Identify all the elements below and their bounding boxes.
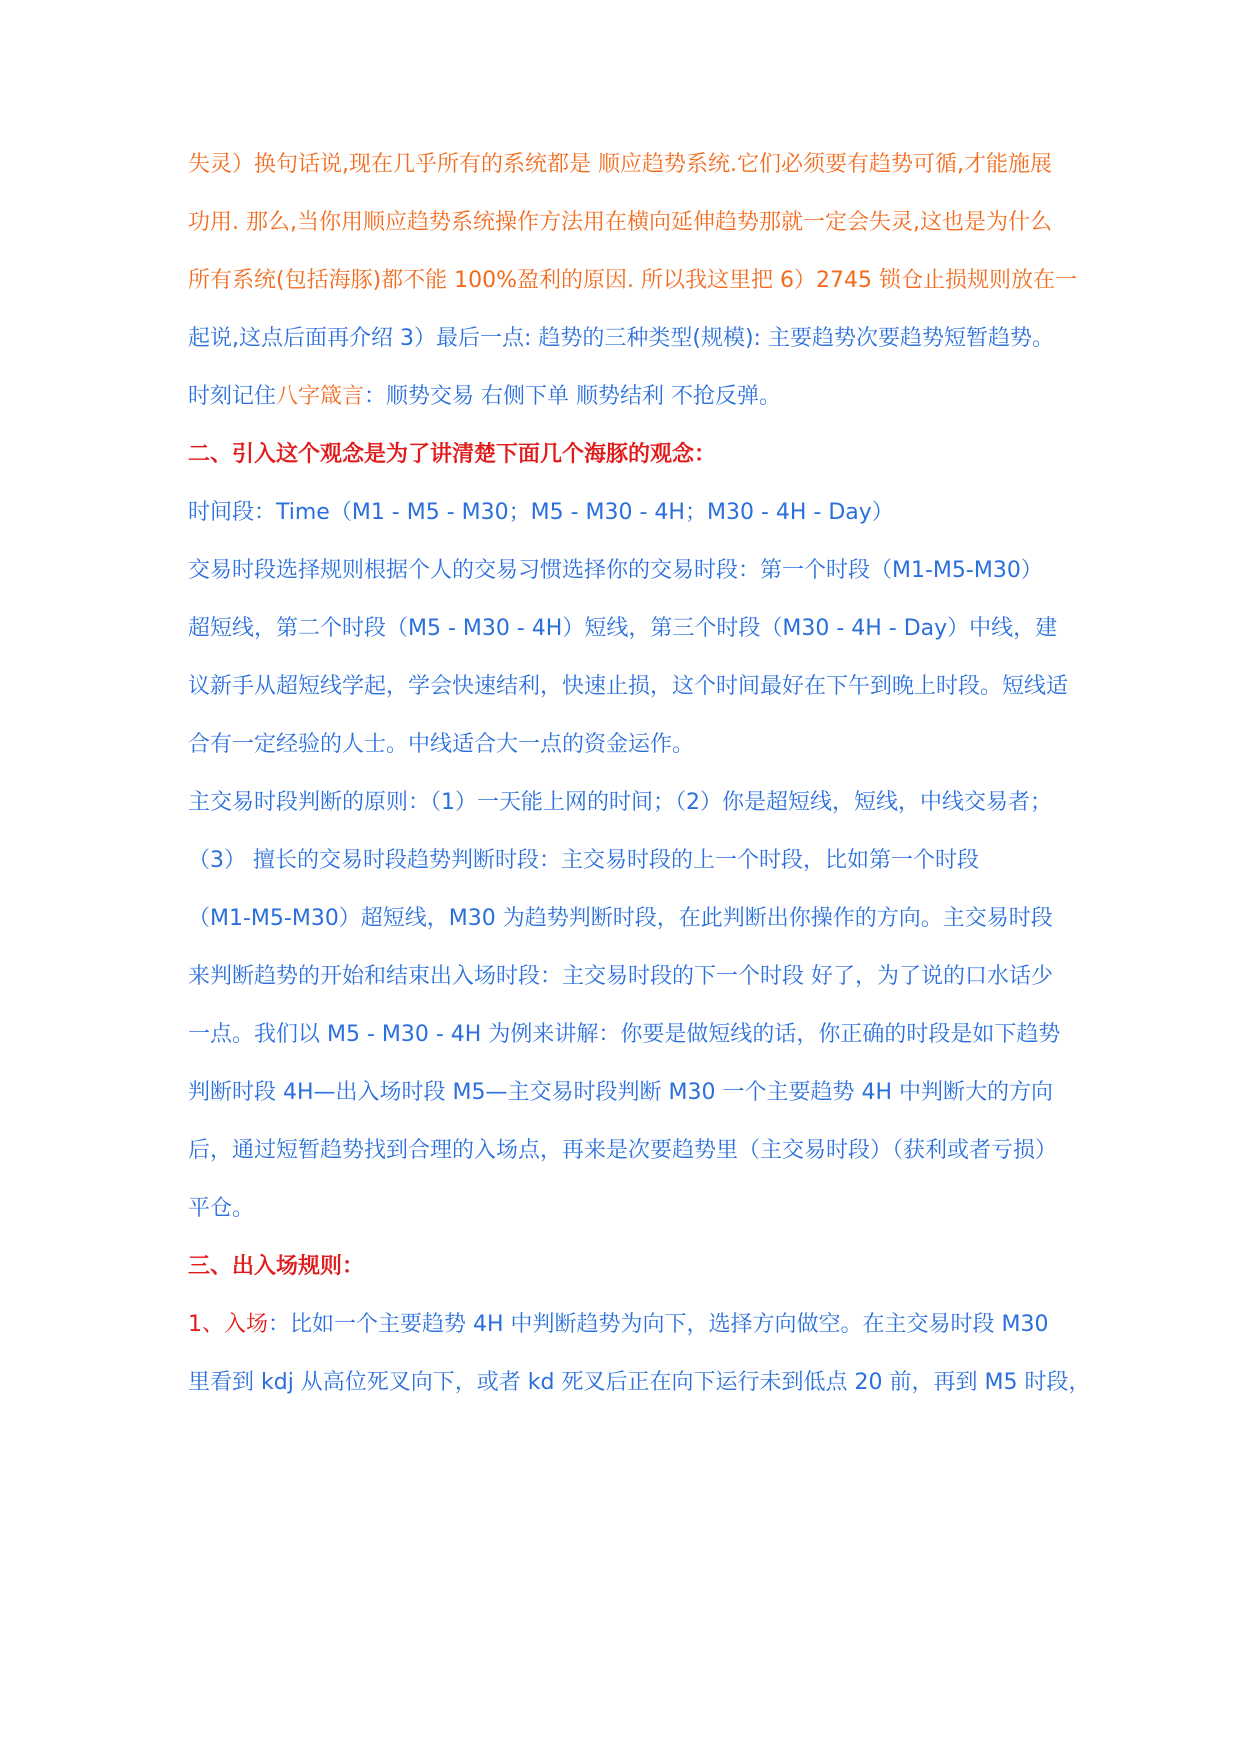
section-heading: 三、出入场规则：: [188, 1254, 365, 1279]
paragraph-line: 超短线，第二个时段（M5 - M30 - 4H）短线，第三个时段（M30 - 4H - Day）中线，建: [188, 616, 1058, 641]
paragraph-line: 主交易时段判断的原则：（1）一天能上网的时间；（2）你是超短线，短线，中线交易者；: [188, 790, 1052, 815]
paragraph-line: 交易时段选择规则根据个人的交易习惯选择你的交易时段：第一个时段（M1-M5-M30）: [188, 558, 1043, 583]
paragraph-line: 里看到 kdj 从高位死叉向下，或者 kd 死叉后正在向下运行未到低点 20 前，再到 M5 时段，: [188, 1370, 1091, 1395]
text-segment: 时刻记住: [188, 384, 277, 409]
paragraph-line: 所有系统(包括海豚)都不能 100%盈利的原因. 所以我这里把 6）2745 锁仓止损规则放在一: [188, 268, 1078, 293]
rule-label: 1、入场: [188, 1312, 268, 1337]
text-segment: ：顺势交易 右侧下单 顺势结利 不抢反弹。: [364, 384, 782, 409]
paragraph-line: 来判断趋势的开始和结束出入场时段：主交易时段的下一个时段 好了，为了说的口水话少: [188, 964, 1053, 989]
paragraph-line: 起说,这点后面再介绍 3）最后一点: 趋势的三种类型(规模): 主要趋势次要趋势短暂趋势。: [188, 326, 1054, 351]
paragraph-line: 合有一定经验的人士。中线适合大一点的资金运作。: [188, 732, 695, 757]
paragraph-line: [188, 382, 1068, 412]
text-segment: ：比如一个主要趋势 4H 中判断趋势为向下，选择方向做空。在主交易时段 M30: [268, 1312, 1049, 1337]
paragraph-line: 后，通过短暂趋势找到合理的入场点，再来是次要趋势里（主交易时段）（获利或者亏损）: [188, 1138, 1058, 1163]
section-heading: 二、引入这个观念是为了讲清楚下面几个海豚的观念：: [188, 442, 717, 467]
paragraph-line: 判断时段 4H—出入场时段 M5—主交易时段判断 M30 一个主要趋势 4H 中判断大的方向: [188, 1080, 1053, 1105]
paragraph-line: （M1-M5-M30）超短线，M30 为趋势判断时段，在此判断出你操作的方向。主交易时段: [188, 906, 1053, 931]
paragraph-line: 失灵）换句话说,现在几乎所有的系统都是 顺应趋势系统.它们必须要有趋势可循,才能施展: [188, 152, 1052, 177]
paragraph-line: [188, 1310, 1068, 1340]
paragraph-line: 一点。我们以 M5 - M30 - 4H 为例来讲解：你要是做短线的话，你正确的时段是如下趋势: [188, 1022, 1061, 1047]
paragraph-line: 议新手从超短线学起，学会快速结利，快速止损，这个时间最好在下午到晚上时段。短线适: [188, 674, 1069, 699]
paragraph-line: 功用. 那么,当你用顺应趋势系统操作方法用在横向延伸趋势那就一定会失灵,这也是为什么: [188, 210, 1052, 235]
highlight-text: 八字箴言: [276, 384, 365, 409]
paragraph-line: 平仓。: [188, 1196, 255, 1221]
paragraph-line: 时间段：Time（M1 - M5 - M30；M5 - M30 - 4H；M30 - 4H - Day）: [188, 500, 894, 525]
paragraph-line: （3） 擅长的交易时段趋势判断时段：主交易时段的上一个时段，比如第一个时段: [188, 848, 979, 873]
